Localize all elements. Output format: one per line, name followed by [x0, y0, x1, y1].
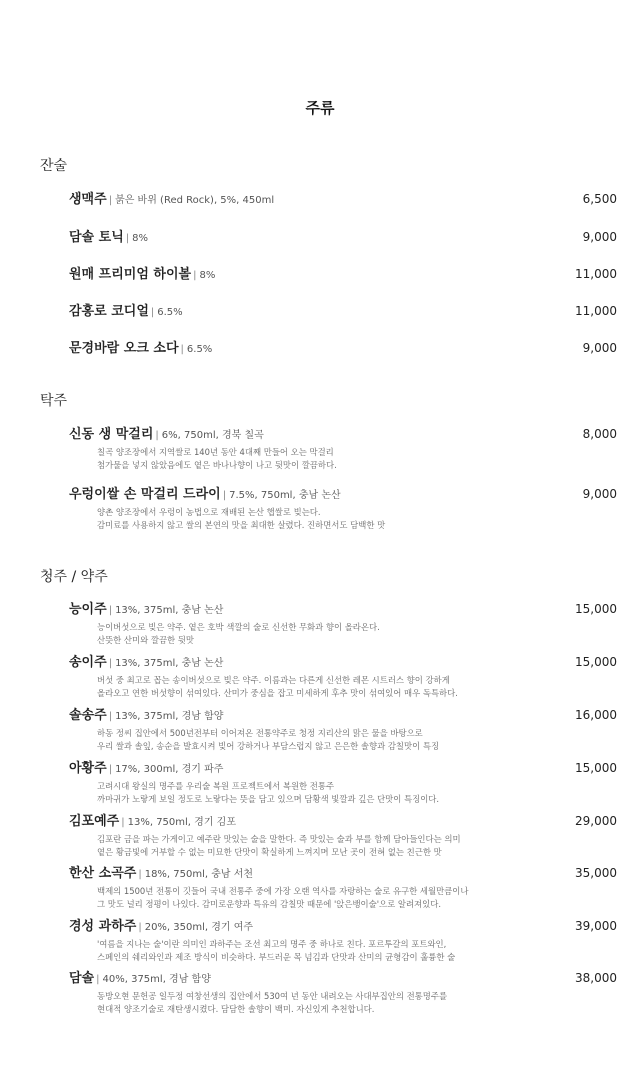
separator: |	[108, 195, 113, 206]
description-line: 그 맛도 널리 정평이 나있다. 감미로운향과 특유의 감칠맛 때문에 '앉은뱅이술'으로 알려져있다.	[97, 899, 441, 909]
separator: |	[121, 817, 125, 828]
menu-item-detail: 8%	[132, 233, 149, 244]
separator: |	[108, 605, 113, 616]
menu-item-name: 경성 과하주	[69, 919, 137, 934]
menu-item	[69, 337, 617, 356]
menu-item-price: 11,000	[575, 267, 617, 281]
menu-item-detail: 붉은 바위 (Red Rock), 5%, 450ml	[115, 195, 275, 206]
menu-item-title-group	[69, 226, 148, 245]
menu-item-detail: 18%, 750ml, 충남 서천	[144, 869, 254, 880]
menu-item-price: 39,000	[575, 919, 617, 933]
menu-item	[69, 226, 617, 245]
menu-item	[69, 862, 617, 911]
separator: |	[138, 869, 142, 880]
menu-item-name: 생맥주	[69, 192, 107, 207]
menu-item-title-group	[69, 483, 341, 502]
separator: |	[155, 430, 159, 441]
description-line: 첨가물을 넣지 않았음에도 옅은 바나나향이 나고 뒷맛이 깔끔하다.	[97, 460, 337, 470]
menu-item-header	[69, 423, 617, 442]
menu-item-name: 한산 소곡주	[69, 866, 137, 881]
menu-item-price: 9,000	[582, 230, 617, 244]
menu-item-name: 신동 생 막걸리	[69, 427, 154, 442]
menu-item-title-group	[69, 915, 253, 934]
menu-item-header	[69, 188, 617, 207]
menu-item-price: 11,000	[575, 304, 617, 318]
menu-item-price: 15,000	[575, 655, 617, 669]
menu-item-detail: 8%	[199, 270, 216, 281]
menu-item-name: 능이주	[69, 602, 107, 617]
description-line: 우리 쌀과 솔잎, 송순을 발효시켜 빚어 강하거나 부담스럽지 않고 은은한 솔향과 감칠맛이 특징	[97, 741, 440, 751]
menu-item-header	[69, 337, 617, 356]
menu-item-header	[69, 915, 617, 934]
menu-item-name: 문경바람 오크 소다	[69, 341, 179, 356]
section-title: 탁주	[40, 393, 68, 409]
menu-item-price: 9,000	[582, 487, 617, 501]
menu-item-description	[97, 990, 617, 1016]
menu-item-price: 15,000	[575, 602, 617, 616]
section-title: 청주 / 약주	[40, 569, 108, 585]
menu-item	[69, 967, 617, 1016]
menu-item-name: 담솔 토닉	[69, 230, 124, 245]
menu-item-detail: 6.5%	[186, 344, 213, 355]
page-title: 주류	[305, 99, 335, 117]
menu-item-detail: 6.5%	[157, 307, 183, 318]
menu-item-header	[69, 483, 617, 502]
menu-item-header	[69, 300, 617, 319]
description-line: 칠곡 양조장에서 지역쌀로 140년 동안 4대째 만들어 오는 막걸리	[97, 447, 334, 457]
menu-item-detail: 13%, 750ml, 경기 김포	[127, 817, 236, 828]
menu-item-header	[69, 757, 617, 776]
menu-item	[69, 915, 617, 964]
menu-item-title-group	[69, 704, 223, 723]
menu-item-title-group	[69, 598, 223, 617]
menu-item-header	[69, 967, 617, 986]
separator: |	[222, 490, 227, 501]
menu-item-name: 원매 프리미엄 하이볼	[69, 267, 192, 282]
description-line: 산뜻한 산미와 깔끔한 뒷맛	[97, 635, 194, 645]
description-line: 양촌 양조장에서 우렁이 농법으로 재배된 논산 햅쌀로 빚는다.	[97, 507, 321, 517]
separator: |	[138, 922, 142, 933]
separator: |	[108, 658, 113, 669]
menu-item-detail: 13%, 375ml, 경남 함양	[115, 711, 224, 722]
section-title: 잔술	[40, 158, 68, 174]
menu-item-price: 16,000	[575, 708, 617, 722]
menu-item-price: 9,000	[582, 341, 617, 355]
menu-item-price: 8,000	[582, 427, 617, 441]
menu-item	[69, 810, 617, 859]
separator: |	[125, 233, 130, 244]
menu-item-detail: 17%, 300ml, 경기 파주	[115, 764, 224, 775]
description-line: 옅은 황금빛에 거부할 수 없는 미묘한 단맛이 확실하게 느껴지며 모난 곳이 전혀 없는 친근한 맛	[97, 847, 442, 857]
description-line: 현대적 양조기술로 재탄생시켰다. 담담한 솔향이 백미. 자신있게 추천합니다.	[97, 1004, 375, 1014]
menu-item-description	[97, 674, 617, 700]
menu-item-name: 담솔	[69, 971, 95, 986]
menu-item-title-group	[69, 810, 236, 829]
description-line: 능이버섯으로 빚은 약주. 옅은 호박 색깔의 술로 신선한 무화과 향이 올라온다.	[97, 622, 380, 632]
menu-item-price: 38,000	[575, 971, 617, 985]
menu-item-description	[97, 780, 617, 806]
menu-item-description	[97, 885, 617, 911]
menu-item-description	[97, 621, 617, 647]
description-line: 김포란 금을 파는 가게이고 예주란 맛있는 술을 말한다. 즉 맛있는 술과 부를 함께 담아들인다는 의미	[97, 834, 461, 844]
menu-item-title-group	[69, 967, 211, 986]
menu-item-header	[69, 704, 617, 723]
separator: |	[193, 270, 197, 281]
menu-item-header	[69, 862, 617, 881]
description-line: 감미료를 사용하지 않고 쌀의 본연의 맛을 최대한 살렸다. 진하면서도 담백한 맛	[97, 520, 386, 530]
menu-item	[69, 651, 617, 700]
menu-item-description	[97, 833, 617, 859]
menu-item	[69, 483, 617, 532]
menu-item-price: 15,000	[575, 761, 617, 775]
description-line: 버섯 중 최고로 꼽는 송이버섯으로 빚은 약주. 이름과는 다른게 신선한 레몬 시트러스 향이 강하게	[97, 675, 450, 685]
menu-item	[69, 300, 617, 319]
menu-item-name: 감홍로 코디얼	[69, 304, 149, 319]
description-line: 올라오고 연한 버섯향이 섞여있다. 산미가 중심을 잡고 미세하게 후추 맛이 섞여있어 매우 독특하다.	[97, 688, 458, 698]
menu-item-name: 솔송주	[69, 708, 107, 723]
menu-item-title-group	[69, 757, 223, 776]
menu-item-description	[97, 727, 617, 753]
menu-item-name: 송이주	[69, 655, 107, 670]
separator: |	[150, 307, 155, 318]
menu-item-description	[97, 446, 617, 472]
menu-item-description	[97, 506, 617, 532]
menu-item-name: 김포예주	[69, 814, 120, 829]
menu-item-header	[69, 810, 617, 829]
menu-item-detail: 40%, 375ml, 경남 함양	[102, 974, 211, 985]
menu-item-title-group	[69, 188, 274, 207]
menu-item-price: 6,500	[582, 192, 617, 206]
separator: |	[108, 764, 113, 775]
menu-item-title-group	[69, 300, 183, 319]
menu-item-header	[69, 598, 617, 617]
menu-item-description	[97, 938, 617, 964]
description-line: 백제의 1500년 전통이 깃들어 국내 전통주 중에 가장 오랜 역사를 자랑하는 술로 유구한 세월만큼이나	[97, 886, 469, 896]
menu-item-title-group	[69, 423, 264, 442]
description-line: 스페인의 쉐리와인과 제조 방식이 비슷하다. 부드러운 목 넘김과 단맛과 산미의 균형감이 훌륭한 술	[97, 952, 456, 962]
menu-item-title-group	[69, 337, 212, 356]
menu-item-name: 아황주	[69, 761, 107, 776]
description-line: 까마귀가 노랗게 보일 정도로 노랗다는 뜻을 담고 있으며 담황색 빛깔과 깊은 단맛이 특징이다.	[97, 794, 440, 804]
menu-item-header	[69, 263, 617, 282]
menu-item-price: 29,000	[575, 814, 617, 828]
menu-item-header	[69, 226, 617, 245]
description-line: 동방오현 문헌공 일두정 여창선생의 집안에서 530여 년 동안 내려오는 사대부집안의 전통명주를	[97, 991, 448, 1001]
menu-item	[69, 704, 617, 753]
description-line: 고려시대 왕실의 명주를 우리술 복원 프로젝트에서 복원한 전통주	[97, 781, 335, 791]
description-line: '여름을 지나는 술'이란 의미인 과하주는 조선 최고의 명주 중 하나로 친다. 포르투갈의 포트와인,	[97, 939, 447, 949]
description-line: 하동 정씨 집안에서 500년전부터 이어져온 전통약주로 청정 지리산의 맑은 물을 바탕으로	[97, 728, 423, 738]
menu-item	[69, 423, 617, 472]
separator: |	[108, 711, 113, 722]
menu-item	[69, 188, 617, 207]
menu-item-detail: 20%, 350ml, 경기 여주	[144, 922, 254, 933]
menu-item-name: 우렁이쌀 손 막걸리 드라이	[69, 487, 221, 502]
menu-item-detail: 7.5%, 750ml, 충남 논산	[229, 490, 341, 501]
menu-item-price: 35,000	[575, 866, 617, 880]
separator: |	[180, 344, 184, 355]
menu-item-title-group	[69, 263, 215, 282]
separator: |	[96, 974, 100, 985]
menu-item-detail: 13%, 375ml, 충남 논산	[115, 658, 224, 669]
menu-item	[69, 263, 617, 282]
menu-item	[69, 598, 617, 647]
menu-item-detail: 13%, 375ml, 충남 논산	[115, 605, 224, 616]
menu-item-title-group	[69, 651, 223, 670]
menu-item-detail: 6%, 750ml, 경북 칠곡	[161, 430, 264, 441]
menu-item-header	[69, 651, 617, 670]
menu-item-title-group	[69, 862, 253, 881]
menu-item	[69, 757, 617, 806]
